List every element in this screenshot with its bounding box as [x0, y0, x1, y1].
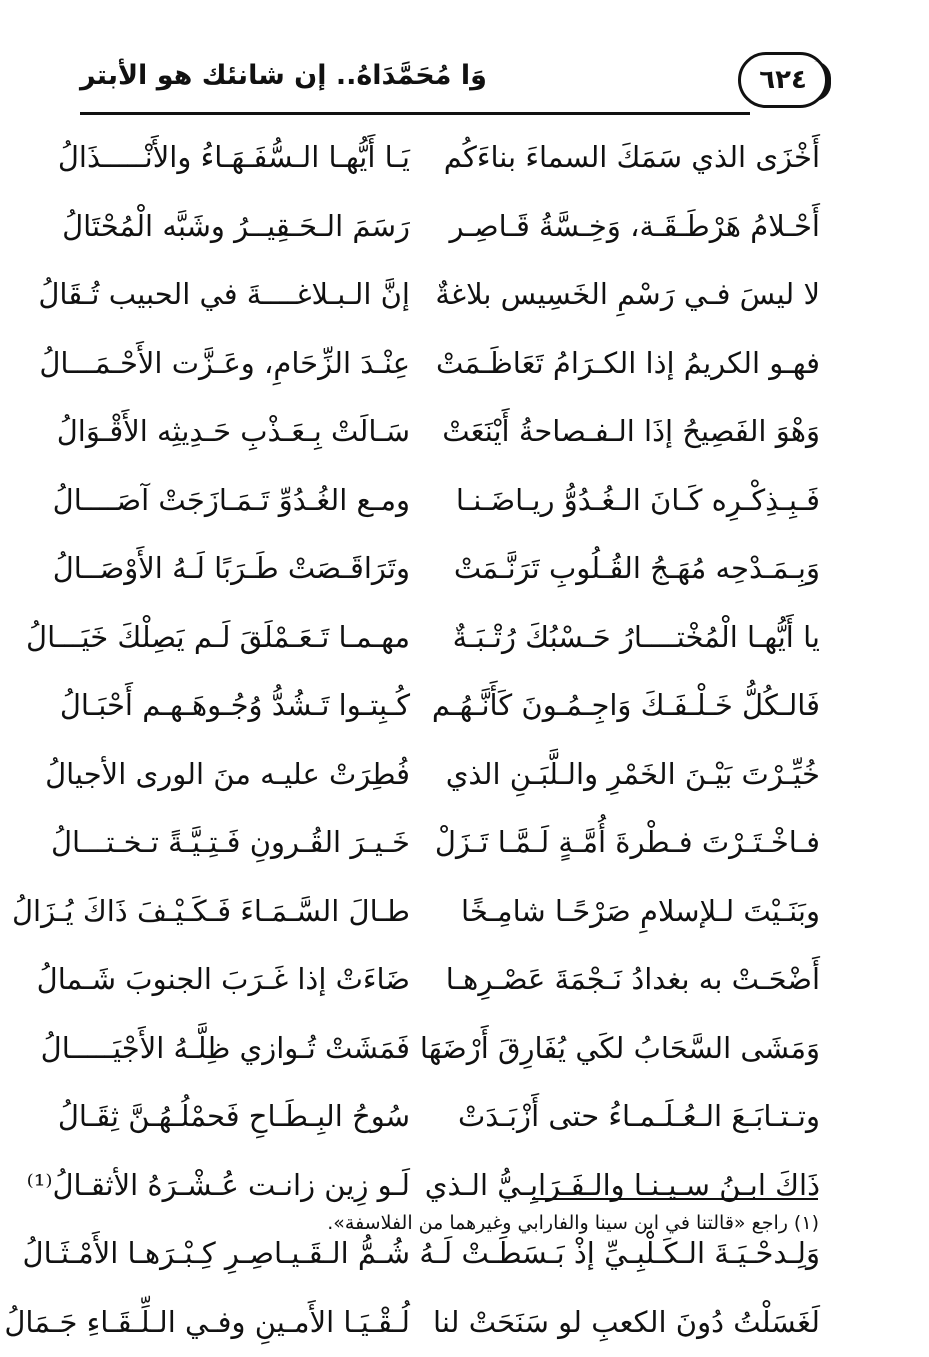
verse-second-hemistich: لُـقْـيَـا الأَمـينِ وفـي الـلِّـقَـاءِ جَـمَالُ [4, 1304, 410, 1339]
verse-second-hemistich: فَمَشَتْ تُـوازي ظِلَّـهُ الأَجْيَـــــالُ [40, 1030, 410, 1065]
verse-first-hemistich: فَالـكُلُّ خَـلْـفَـكَ وَاجِـمُـونَ كَأَنَّـهُـم [431, 688, 820, 723]
verse-first-hemistich: أَضْحَـتْ به بغدادُ نَـجْمَةَ عَصْـرِهـا [445, 962, 820, 997]
verse-first-hemistich: لَغَسَلْتُ دُونَ الكعبِ لو سَنَحَتْ لنا [433, 1304, 820, 1339]
verse-second-hemistich: مهـمـا تَـعَـمْلَقَ لَـم يَصِلْكَ خَيَـــالُ [26, 619, 410, 654]
verse-first-hemistich: ذَاكَ ابـنُ سـيـنـا والـفَـرَابِـيُّ الـذي [424, 1167, 820, 1202]
verse-second-hemistich: إنَّ الـبـلاغــــةَ في الحبيب تُـقَالُ [38, 277, 410, 312]
poem [4, 124, 820, 1357]
verse [52, 467, 820, 536]
verse-second-hemistich: لَـو زِين زانـت عُـشْـرَهُ الأثقـالُ⁽¹⁾ [26, 1167, 410, 1202]
footnote: (١) راجع «قالتنا في ابن سينا والفارابي وغيرهما من الفلاسفة». [327, 1212, 819, 1234]
verse [50, 809, 820, 878]
verse [56, 398, 820, 467]
verse [36, 946, 820, 1015]
verse [57, 1083, 820, 1152]
verse [57, 124, 820, 193]
verse [38, 261, 820, 330]
verse-second-hemistich: ضَاءَتْ إذا غَـرَبَ الجنوبَ شَـمالُ [36, 962, 410, 997]
verse-second-hemistich: وتَرَاقَـصَتْ طَـرَبًا لَـهُ الأَوْصَــالُ [52, 551, 410, 586]
verse-second-hemistich: رَسَمَ الـحَـقِيــرُ وشَبَّه الْمُحْتَالُ [62, 208, 410, 243]
verse-first-hemistich: وتـتـابَـعَ الـعُـلَـمـاءُ حتى أَزْبَـدَتْ [457, 1099, 820, 1134]
page-number: ٦٢٤ [738, 52, 828, 108]
footnote-divider [532, 1198, 818, 1200]
verse-second-hemistich: ومـع الغُـدُوِّ تَـمَـازَجَتْ آصَــــالُ [52, 482, 410, 517]
header-divider [80, 112, 750, 115]
verse-first-hemistich: أَخْزَى الذي سَمَكَ السماءَ بناءَكُم [443, 140, 820, 175]
running-title: وَا مُحَمَّدَاهُ.. إن شانئك هو الأبتر [80, 60, 487, 91]
verse [4, 1289, 820, 1357]
verse-second-hemistich: يَـا أَيُّهـا الـسُّفَـهَـاءُ والأَنْـــــذَالُ [57, 140, 410, 175]
verse-first-hemistich: وَلِـدحْـيَـةَ الـكَـلْبِـيِّ إذْ بَـسَطَـتْ لَـهُ [419, 1236, 820, 1271]
verse [45, 741, 820, 810]
verse [59, 672, 820, 741]
verse-second-hemistich: عِنْـدَ الزِّحَامِ، وعَـزَّت الأَحْـمَـــالُ [39, 345, 410, 380]
verse-first-hemistich: لا ليسَ فـي رَسْمِ الخَسِيس بلاغةٌ [435, 277, 820, 312]
verse-first-hemistich: يا أَيُّهـا الْمُخْتــــارُ حَـسْبُكَ رُتْـبَـةٌ [452, 619, 820, 654]
verse-second-hemistich: سَـالَتْ بِـعَـذْبِ حَـدِيثِه الأَقْـوَالُ [56, 414, 410, 449]
page-header [80, 52, 828, 112]
verse-first-hemistich: أَحْـلامُ هَرْطَـقَـة، وَخِـسَّةُ قَـاصِـر [449, 208, 820, 243]
verse-first-hemistich: وَمَشَى السَّحَابُ لكَي يُفَارِقَ أَرْضَهَا [419, 1030, 820, 1065]
verse-first-hemistich: خُيِّـرْتَ بَيْـنَ الخَمْرِ والـلَّبَـنِ الذي [445, 756, 820, 791]
verse [39, 330, 820, 399]
verse [52, 535, 820, 604]
verse-second-hemistich: كُـبِتـوا تَـشُدُّ وُجُـوهَـهـم أَحْبَـالُ [59, 688, 410, 723]
verse [11, 878, 820, 947]
verse [26, 604, 820, 673]
verse-first-hemistich: وبَنَـيْتَ لـلإسلامِ صَرْحًـا شامِـخًا [460, 893, 820, 928]
verse-second-hemistich: شُـمُّ الـقَـيـاصِـرِ كِـبْـرَهـا الأَمْـثَـالُ [22, 1236, 410, 1271]
verse-first-hemistich: فَـبِـذِكْـرِه كَـانَ الـغُـدُوُّ ريـاضَـنـا [455, 482, 820, 517]
verse-first-hemistich: وَبِـمَـدْحِه مُهَـجُ القُـلُوبِ تَرَنَّـمَتْ [453, 551, 820, 586]
verse-second-hemistich: سُوحُ البِـطَـاحِ فَحمْلُـهُـنَّ ثِقَـالُ [57, 1099, 410, 1134]
verse [62, 193, 820, 262]
verse [26, 1152, 820, 1221]
verse [40, 1015, 820, 1084]
verse-second-hemistich: فُطِرَتْ عليـه منَ الورى الأجيالُ [45, 756, 410, 791]
verse-second-hemistich: طـالَ السَّـمَـاءَ فَـكَـيْـفَ ذَاكَ يُـزَالُ [11, 893, 410, 928]
verse-first-hemistich: فهـو الكريمُ إذا الكـرَامُ تَعَاظَـمَتْ [435, 345, 820, 380]
verse-first-hemistich: فـاخْـتَـرْتَ فـطْرةَ أُمَّـةٍ لَـمَّـا تَـزَلْ [434, 825, 820, 860]
verse-second-hemistich: خَـيـرَ القُـرونِ فَـتِـيَّـةً تـخـتـــالُ [50, 825, 410, 860]
verse-first-hemistich: وَهْوَ الفَصِيحُ إذَا الـفـصاحةُ أَيْنَعَتْ [442, 414, 820, 449]
